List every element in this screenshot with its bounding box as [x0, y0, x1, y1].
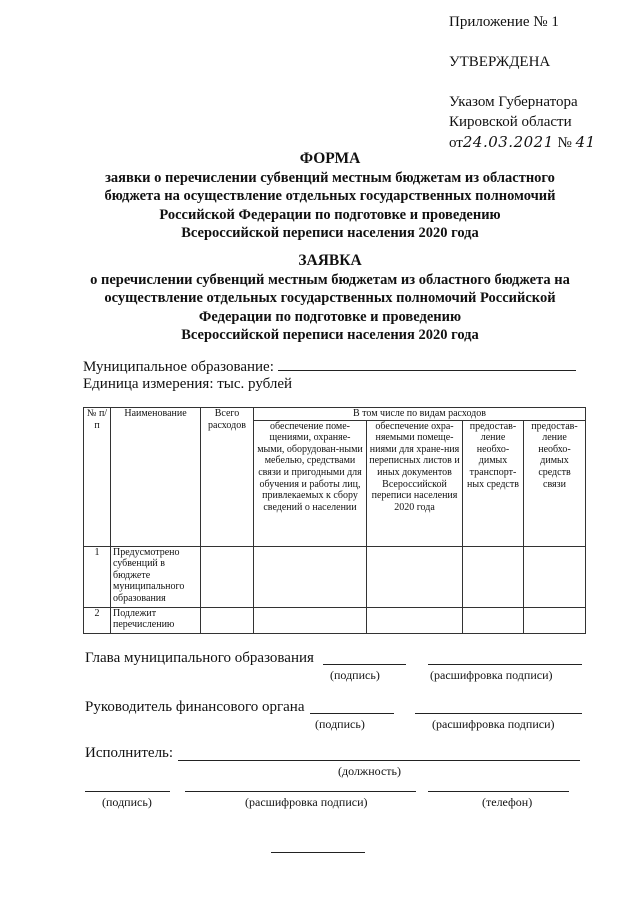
header-transport: предостав-ление необхо-димых транспорт-ных средств	[463, 420, 524, 546]
handwritten-date: 24.03.2021	[462, 133, 554, 151]
table-row	[84, 607, 586, 633]
row-storage-cell[interactable]	[367, 607, 463, 633]
executor-phone-line[interactable]	[428, 791, 569, 792]
executor-signature-caption: (подпись)	[102, 795, 152, 809]
appendix-label: Приложение № 1	[449, 14, 559, 30]
row-storage-cell[interactable]	[367, 546, 463, 607]
form-title	[60, 150, 600, 243]
finance-decoding-caption: (расшифровка подписи)	[432, 717, 555, 731]
form-title-line: Всероссийской переписи населения 2020 года	[181, 225, 479, 241]
row-name: Предусмотрено субвенций в бюджете муниципального образования	[111, 546, 201, 607]
header-group: В том числе по видам расходов	[254, 408, 586, 421]
header-num: № п/п	[84, 408, 111, 547]
request-table	[83, 407, 586, 634]
request-heading: ЗАЯВКА	[298, 252, 362, 269]
header-storage: обеспечение охра-няемыми помеще-ниями для хране-ния переписных листов и иных документов Всероссийской переписи населения 2020 года	[367, 420, 463, 546]
executor-position-line[interactable]	[178, 760, 580, 761]
executor-signature-line[interactable]	[85, 791, 170, 792]
row-premises-cell[interactable]	[254, 546, 367, 607]
row-total-cell[interactable]	[201, 546, 254, 607]
request-title-line: Федерации по подготовке и проведению	[198, 308, 462, 325]
request-title-line: о перечислении субвенций местным бюджетам из областного бюджета на	[90, 271, 570, 288]
request-title-line: Всероссийской переписи населения 2020 года	[181, 327, 479, 343]
head-decoding-caption: (расшифровка подписи)	[430, 668, 553, 682]
row-name: Подлежит перечислению	[111, 607, 201, 633]
form-title-line: бюджета на осуществление отдельных государственных полномочий	[104, 188, 556, 204]
executor-label: Исполнитель:	[85, 745, 174, 761]
finance-label: Руководитель финансового органа	[85, 699, 305, 715]
row-num: 2	[84, 607, 111, 633]
row-transport-cell[interactable]	[463, 546, 524, 607]
request-title-line: осуществление отдельных государственных полномочий Российской	[104, 290, 556, 306]
row-communication-cell[interactable]	[524, 546, 586, 607]
unit-label: Единица измерения: тыс. рублей	[83, 376, 293, 392]
row-premises-cell[interactable]	[254, 607, 367, 633]
decree-line-2: Кировской области	[449, 114, 572, 130]
finance-decoding-line[interactable]	[415, 713, 582, 714]
phone-caption: (телефон)	[482, 795, 533, 809]
head-label: Глава муниципального образования	[85, 650, 314, 666]
form-title-line: Российской Федерации по подготовке и проведению	[159, 206, 501, 223]
decree-line-1: Указом Губернатора	[449, 94, 578, 110]
request-title	[60, 252, 600, 345]
row-communication-cell[interactable]	[524, 607, 586, 633]
table-row	[84, 546, 586, 607]
form-heading: ФОРМА	[299, 150, 361, 167]
finance-signature-line[interactable]	[310, 713, 394, 714]
header-name: Наименование	[111, 408, 201, 547]
position-caption: (должность)	[338, 764, 401, 778]
finance-signature-caption: (подпись)	[315, 717, 365, 731]
decree-date-number: от24.03.2021 № 41	[449, 133, 596, 151]
form-title-line: заявки о перечислении субвенций местным бюджетам из областного	[105, 169, 555, 186]
head-decoding-line[interactable]	[428, 664, 582, 665]
row-total-cell[interactable]	[201, 607, 254, 633]
header-communication: предостав-ление необхо-димых средств связи	[524, 420, 586, 546]
row-num: 1	[84, 546, 111, 607]
municipality-field	[83, 359, 576, 376]
head-signature-line[interactable]	[323, 664, 406, 665]
head-signature-caption: (подпись)	[330, 668, 380, 682]
municipality-label: Муниципальное образование:	[83, 359, 274, 375]
executor-decoding-caption: (расшифровка подписи)	[245, 795, 368, 809]
executor-decoding-line[interactable]	[185, 791, 416, 792]
header-total: Всего расходов	[201, 408, 254, 547]
header-premises: обеспечение поме-щениями, охраняе-мыми, оборудован-ными мебелью, средствами связи и пригодными для обучения и работы лиц, привлекаемых к сбору сведений о населении	[254, 420, 367, 546]
row-transport-cell[interactable]	[463, 607, 524, 633]
municipality-input[interactable]	[278, 370, 576, 371]
handwritten-number: 41	[575, 133, 596, 151]
approved-label: УТВЕРЖДЕНА	[449, 54, 551, 70]
approval-block	[449, 12, 596, 153]
bottom-separator	[271, 852, 365, 853]
